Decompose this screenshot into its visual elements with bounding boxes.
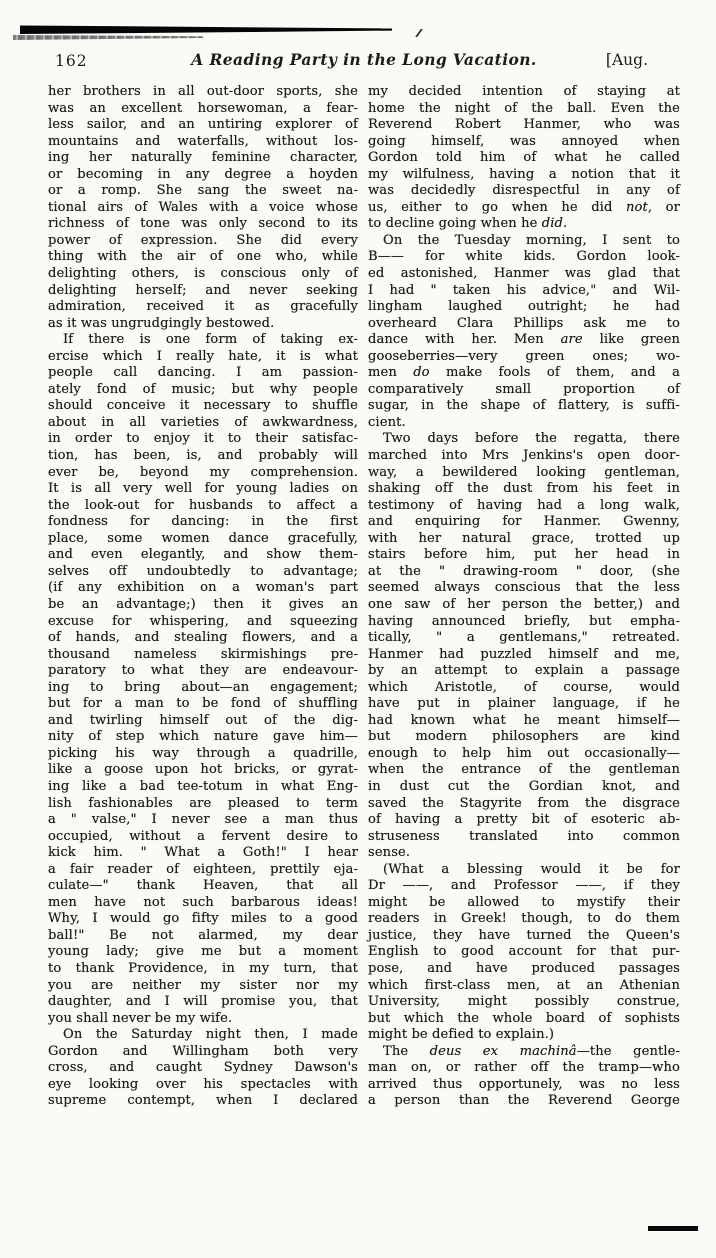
text-line: to thank Providence, in my turn, that — [48, 960, 358, 976]
text-line: (What a blessing would it be for — [383, 861, 680, 877]
scan-artifact-top-fuzz — [13, 35, 203, 40]
text-line: was an excellent horsewoman, a fear- — [48, 100, 358, 116]
text-line: one saw of her person the better,) and — [368, 596, 680, 612]
page-header — [48, 50, 680, 74]
text-line: eye looking over his spectacles with — [48, 1076, 358, 1092]
text-line: thing with the air of one who, while — [48, 249, 358, 265]
text-line: Two days before the regatta, there — [383, 431, 680, 447]
scan-artifact-bottom-bar — [648, 1226, 698, 1231]
text-line: having announced briefly, but empha- — [368, 613, 680, 629]
text-line: seemed always conscious that the less — [368, 580, 680, 596]
text-line: ever be, beyond my comprehension. — [48, 464, 358, 480]
text-line: gooseberries—very green ones; wo- — [368, 348, 680, 364]
text-line: ball!" Be not alarmed, my dear — [48, 927, 358, 943]
text-line: should conceive it necessary to shuffle — [48, 398, 358, 414]
text-line: home the night of the ball. Even the — [368, 100, 680, 116]
text-line: ately fond of music; but why people — [48, 381, 358, 397]
text-line: Gordon and Willingham both very — [48, 1043, 358, 1059]
text-line: a " valse," I never see a man thus — [48, 812, 358, 828]
text-line: and enquiring for Hanmer. Gwenny, — [368, 514, 680, 530]
text-line: young lady; give me but a moment — [48, 944, 358, 960]
text-line: sugar, in the shape of flattery, is suffi- — [368, 398, 680, 414]
text-line: selves off undoubtedly to advantage; — [48, 563, 358, 579]
text-line: or a romp. She sang the sweet na- — [48, 183, 358, 199]
text-line: but modern philosophers are kind — [368, 729, 680, 745]
text-line: of having a pretty bit of esoteric ab- — [368, 812, 680, 828]
text-line: English to good account for that pur- — [368, 944, 680, 960]
text-line: I had " taken his advice," and Wil- — [368, 282, 680, 298]
text-line: mountains and waterfalls, without los- — [48, 133, 358, 149]
text-line: in order to enjoy it to their satisfac- — [48, 431, 358, 447]
text-line: like a goose upon hot bricks, or gyrat- — [48, 762, 358, 778]
text-line: about in all varieties of awkwardness, — [48, 414, 358, 430]
text-line: On the Tuesday morning, I sent to — [383, 232, 680, 248]
text-line: supreme contempt, when I declared — [48, 1093, 358, 1109]
text-line: cient. — [368, 414, 406, 430]
text-line: might be defied to explain.) — [368, 1027, 555, 1043]
text-line: be an advantage;) then it gives an — [48, 596, 358, 612]
running-title: A Reading Party in the Long Vacation. — [191, 50, 537, 69]
text-line: people call dancing. I am passion- — [48, 365, 358, 381]
text-line: dance with her. Men are like green — [368, 332, 680, 348]
text-line: might be allowed to mystify their — [368, 894, 680, 910]
text-line: lingham laughed outright; he had — [368, 299, 680, 315]
text-line: with her natural grace, trotted up — [368, 530, 680, 546]
text-column-left — [48, 84, 358, 1110]
text-line: paratory to what they are endeavour- — [48, 663, 358, 679]
text-line: the look-out for husbands to affect a — [48, 497, 358, 513]
scan-artifact-top-wedge — [20, 25, 392, 34]
text-line: when the entrance of the gentleman — [368, 762, 680, 778]
text-line: as it was ungrudgingly bestowed. — [48, 315, 275, 331]
text-line: comparatively small proportion of — [368, 381, 680, 397]
text-line: thousand nameless skirmishings pre- — [48, 646, 358, 662]
text-line: man on, or rather off the tramp—who — [368, 1060, 680, 1076]
text-line: which first-class men, at an Athenian — [368, 977, 680, 993]
text-line: fondness for dancing: in the first — [48, 514, 358, 530]
text-line: tional airs of Wales with a voice whose — [48, 199, 358, 215]
text-line: ing her naturally feminine character, — [48, 150, 358, 166]
text-line: arrived thus opportunely, was no less — [368, 1076, 680, 1092]
text-line: have put in plainer language, if he — [368, 696, 680, 712]
text-line: nity of step which nature gave him— — [48, 729, 358, 745]
text-line: going himself, was annoyed when — [368, 133, 680, 149]
text-line: at the " drawing-room " door, (she — [368, 563, 680, 579]
text-line: you shall never be my wife. — [48, 1010, 233, 1026]
text-line: Hanmer had puzzled himself and me, — [368, 646, 680, 662]
text-line: or becoming in any degree a hoyden — [48, 166, 358, 182]
text-line: culate—" thank Heaven, that all — [48, 878, 358, 894]
text-line: tically, " a gentlemans," retreated. — [368, 630, 680, 646]
text-line: The deus ex machinâ—the gentle- — [383, 1043, 680, 1059]
text-line: men have not such barbarous ideas! — [48, 894, 358, 910]
text-line: by an attempt to explain a passage — [368, 663, 680, 679]
text-line: pose, and have produced passages — [368, 960, 680, 976]
text-line: my wilfulness, having a notion that it — [368, 166, 680, 182]
text-line: delighting others, is conscious only of — [48, 266, 358, 282]
text-line: Dr ——, and Professor ——, if they — [368, 878, 680, 894]
text-line: admiration, received it as gracefully — [48, 299, 358, 315]
text-line: kick him. " What a Goth!" I hear — [48, 845, 358, 861]
text-line: saved the Stagyrite from the disgrace — [368, 795, 680, 811]
text-line: place, some women dance gracefully, — [48, 530, 358, 546]
text-line: but which the whole board of sophists — [368, 1010, 680, 1026]
scan-artifact-tick-mark — [406, 29, 423, 37]
text-line: a fair reader of eighteen, prettily eja- — [48, 861, 358, 877]
text-line: ing like a bad tee-totum in what Eng- — [48, 778, 358, 794]
text-line: ed astonished, Hanmer was glad that — [368, 266, 680, 282]
text-line: but for a man to be fond of shuffling — [48, 696, 358, 712]
text-line: lish fashionables are pleased to term — [48, 795, 358, 811]
text-line: men do make fools of them, and a — [368, 365, 680, 381]
text-line: in dust cut the Gordian knot, and — [368, 778, 680, 794]
text-line: testimony of having had a long walk, — [368, 497, 680, 513]
text-line: which Aristotle, of course, would — [368, 679, 680, 695]
text-line: had known what he meant himself— — [368, 712, 680, 728]
issue-label: [Aug. — [605, 51, 648, 69]
text-line: Reverend Robert Hanmer, who was — [368, 117, 680, 133]
text-line: Why, I would go fifty miles to a good — [48, 911, 358, 927]
text-line: struseness translated into common — [368, 828, 680, 844]
text-line: to decline going when he did. — [368, 216, 568, 232]
text-line: daughter, and I will promise you, that — [48, 994, 358, 1010]
text-line: enough to help him out occasionally— — [368, 745, 680, 761]
text-line: overheard Clara Phillips ask me to — [368, 315, 680, 331]
text-line: you are neither my sister nor my — [48, 977, 358, 993]
text-line: ercise which I really hate, it is what — [48, 348, 358, 364]
text-line: On the Saturday night then, I made — [63, 1027, 358, 1043]
text-line: occupied, without a fervent desire to — [48, 828, 358, 844]
text-line: B—— for white kids. Gordon look- — [368, 249, 680, 265]
text-column-right — [368, 84, 680, 1110]
text-line: cross, and caught Sydney Dawson's — [48, 1060, 358, 1076]
page-number: 162 — [55, 52, 88, 70]
text-line: Gordon told him of what he called — [368, 150, 680, 166]
text-line: and even elegantly, and show them- — [48, 547, 358, 563]
text-line: power of expression. She did every — [48, 232, 358, 248]
text-line: richness of tone was only second to its — [48, 216, 358, 232]
text-line: marched into Mrs Jenkins's open door- — [368, 448, 680, 464]
text-line: excuse for whispering, and squeezing — [48, 613, 358, 629]
text-line: a person than the Reverend George — [368, 1093, 680, 1109]
text-line: readers in Greek! though, to do them — [368, 911, 680, 927]
text-line: delighting herself; and never seeking — [48, 282, 358, 298]
text-line: If there is one form of taking ex- — [63, 332, 358, 348]
text-line: shaking off the dust from his feet in — [368, 481, 680, 497]
text-line: sense. — [368, 845, 411, 861]
text-line: us, either to go when he did not, or — [368, 199, 680, 215]
text-line: University, might possibly construe, — [368, 994, 680, 1010]
text-line: her brothers in all out-door sports, she — [48, 84, 358, 99]
text-line: way, a bewildered looking gentleman, — [368, 464, 680, 480]
text-line: of hands, and stealing flowers, and a — [48, 630, 358, 646]
text-line: justice, they have turned the Queen's — [368, 927, 680, 943]
text-line: was decidedly disrespectful in any of — [368, 183, 680, 199]
text-line: tion, has been, is, and probably will — [48, 448, 358, 464]
text-line: my decided intention of staying at — [368, 84, 680, 99]
text-line: and twirling himself out of the dig- — [48, 712, 358, 728]
text-line: less sailor, and an untiring explorer of — [48, 117, 358, 133]
text-line: (if any exhibition on a woman's part — [48, 580, 358, 596]
text-line: It is all very well for young ladies on — [48, 481, 358, 497]
text-line: ing to bring about—an engagement; — [48, 679, 358, 695]
text-line: picking his way through a quadrille, — [48, 745, 358, 761]
text-line: stairs before him, put her head in — [368, 547, 680, 563]
